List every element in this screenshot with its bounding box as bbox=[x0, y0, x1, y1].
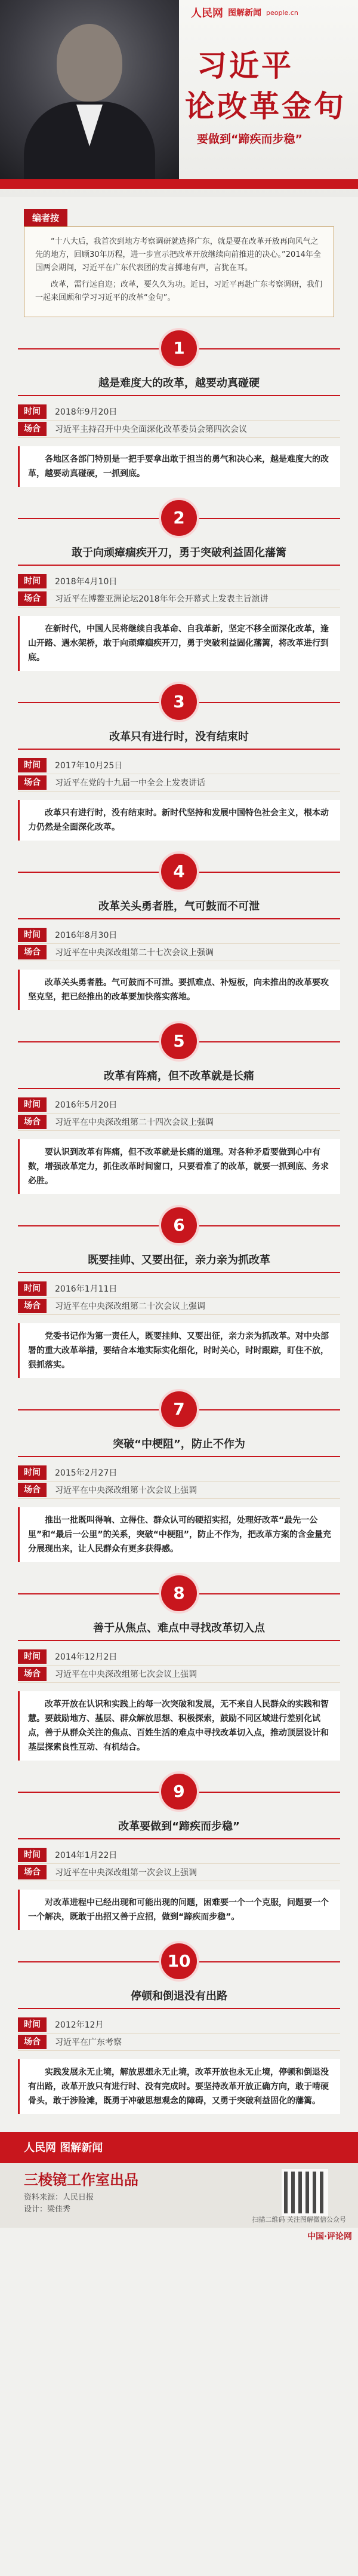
section-info bbox=[18, 573, 340, 608]
quote-text: 各地区各部门特别是一把手要拿出敢于担当的勇气和决心来，越是难度大的改革，越要动真碰硬，一抓到底。 bbox=[18, 446, 340, 487]
time-value: 2018年4月10日 bbox=[55, 577, 118, 587]
quote-section bbox=[18, 1021, 340, 1194]
place-row bbox=[18, 1114, 340, 1131]
quote-section bbox=[18, 851, 340, 1010]
place-label: 场合 bbox=[18, 591, 47, 606]
corner-watermark: 中国·评论网 bbox=[307, 2232, 352, 2241]
time-value: 2016年5月20日 bbox=[55, 1100, 118, 1110]
section-number-badge: 7 bbox=[159, 1389, 199, 1430]
place-row bbox=[18, 1298, 340, 1315]
time-row bbox=[18, 2016, 340, 2034]
page-title: 习近平 bbox=[197, 48, 294, 83]
quote-section bbox=[18, 1941, 340, 2114]
place-value: 习近平在中央深改组第十次会议上强调 bbox=[55, 1486, 197, 1495]
section-number-badge: 1 bbox=[159, 328, 199, 369]
section-title: 改革要做到“蹄疾而步稳” bbox=[18, 1818, 340, 1839]
place-value: 习近平在中央深改组第七次会议上强调 bbox=[55, 1670, 197, 1679]
quote-text: 要认识到改革有阵痛，但不改革就是长痛的道理。对各种矛盾要做到心中有数，增强改革定力，抓住改革时间窗口，只要看准了的改革，就要一抓到底、务求必胜。 bbox=[18, 1139, 340, 1194]
footer-logos: 人民网 图解新闻 bbox=[24, 2142, 103, 2154]
section-info bbox=[18, 1096, 340, 1131]
portrait-photo bbox=[0, 0, 179, 179]
section-number-badge: 6 bbox=[159, 1205, 199, 1246]
section-title: 改革只有进行时，没有结束时 bbox=[18, 728, 340, 750]
time-row bbox=[18, 1096, 340, 1114]
tagline: 要做到“蹄疾而步稳” bbox=[197, 133, 303, 146]
place-value: 习近平主持召开中央全面深化改革委员会第四次会议 bbox=[55, 425, 247, 434]
time-value: 2012年12月 bbox=[55, 2020, 104, 2030]
brand-sub: 图解新闻 bbox=[228, 8, 261, 18]
section-info bbox=[18, 1464, 340, 1499]
place-label: 场合 bbox=[18, 945, 47, 959]
place-row bbox=[18, 590, 340, 608]
time-value: 2014年12月2日 bbox=[55, 1652, 118, 1662]
quote-text: 对改革进程中已经出现和可能出现的问题，困难要一个一个克服，问题要一个一个解决，既敢于出招又善于应招，做到“蹄疾而步稳”。 bbox=[18, 1890, 340, 1930]
section-title: 善于从焦点、难点中寻找改革切入点 bbox=[18, 1620, 340, 1641]
place-label: 场合 bbox=[18, 1115, 47, 1129]
time-label: 时间 bbox=[18, 1281, 47, 1296]
place-label: 场合 bbox=[18, 2035, 47, 2049]
footer bbox=[0, 2132, 358, 2241]
quote-text: 改革关头勇者胜。气可鼓而不可泄。要抓难点、补短板，向未推出的改革要攻坚克坚，把已经推出的改革要加快落实落地。 bbox=[18, 970, 340, 1010]
quote-section bbox=[18, 498, 340, 671]
time-label: 时间 bbox=[18, 404, 47, 419]
page-subtitle: 论改革金句 bbox=[185, 88, 346, 124]
place-label: 场合 bbox=[18, 1483, 47, 1497]
section-number-badge: 5 bbox=[159, 1021, 199, 1062]
workshop-credit: 三棱镜工作室出品 bbox=[24, 2172, 138, 2188]
place-value: 习近平在广东考察 bbox=[55, 2038, 122, 2047]
section-number-badge: 2 bbox=[159, 498, 199, 538]
quote-text: 推出一批既叫得响、立得住、群众认可的硬招实招，处理好改革“最先一公里”和“最后一公里”的关系，突破“中梗阻”，防止不作为，把改革方案的含金量充分展现出来，让人民群众有更多获得感。 bbox=[18, 1507, 340, 1562]
place-value: 习近平在中央深改组第二十七次会议上强调 bbox=[55, 948, 214, 958]
place-label: 场合 bbox=[18, 1299, 47, 1313]
quote-section bbox=[18, 328, 340, 487]
time-value: 2016年8月30日 bbox=[55, 931, 118, 940]
time-label: 时间 bbox=[18, 758, 47, 772]
section-info bbox=[18, 1648, 340, 1683]
place-value: 习近平在中央深改组第一次会议上强调 bbox=[55, 1868, 197, 1878]
place-row bbox=[18, 944, 340, 961]
time-value: 2015年2月27日 bbox=[55, 1468, 118, 1478]
time-row bbox=[18, 1847, 340, 1864]
section-title: 突破“中梗阻”，防止不作为 bbox=[18, 1436, 340, 1457]
time-row bbox=[18, 1648, 340, 1666]
time-row bbox=[18, 573, 340, 590]
time-label: 时间 bbox=[18, 574, 47, 588]
editor-note-box bbox=[24, 226, 334, 317]
time-row bbox=[18, 1280, 340, 1298]
quote-section bbox=[18, 1205, 340, 1378]
section-info bbox=[18, 2016, 340, 2051]
section-info bbox=[18, 403, 340, 438]
section-info bbox=[18, 1847, 340, 1881]
section-number-badge: 10 bbox=[159, 1941, 199, 1982]
people-logo: 人民网 bbox=[191, 7, 223, 20]
section-title: 改革关头勇者胜，气可鼓而不可泄 bbox=[18, 898, 340, 919]
place-row bbox=[18, 1666, 340, 1683]
section-title: 越是难度大的改革，越要动真碰硬 bbox=[18, 375, 340, 396]
time-value: 2018年9月20日 bbox=[55, 407, 118, 417]
quote-section bbox=[18, 1771, 340, 1930]
place-row bbox=[18, 421, 340, 438]
time-row bbox=[18, 757, 340, 774]
place-value: 习近平在博鳌亚洲论坛2018年年会开幕式上发表主旨演讲 bbox=[55, 594, 268, 604]
place-row bbox=[18, 1482, 340, 1499]
editor-paragraph: “十八大后，我首次到地方考察调研就选择广东，就是要在改革开放再向风气之先的地方，回顾30年历程，进一步宣示把改革开放继续向前推进的决心。”2014年全国两会期间，习近平在广东代表团的发言掷地有声，言犹在耳。 bbox=[35, 237, 321, 272]
section-number-badge: 9 bbox=[159, 1771, 199, 1812]
quote-section bbox=[18, 682, 340, 841]
place-label: 场合 bbox=[18, 1667, 47, 1681]
place-row bbox=[18, 774, 340, 792]
place-label: 场合 bbox=[18, 1865, 47, 1879]
time-row bbox=[18, 927, 340, 944]
brand-url: people.cn bbox=[266, 8, 298, 17]
quote-text: 在新时代，中国人民将继续自我革命、自我革新，坚定不移全面深化改革，逢山开路、遇水架桥，敢于向顽瘴痼疾开刀，勇于突破利益固化藩篱，将改革进行到底。 bbox=[18, 616, 340, 671]
time-label: 时间 bbox=[18, 1848, 47, 1862]
section-info bbox=[18, 927, 340, 961]
section-title: 既要挂帅、又要出征，亲力亲为抓改革 bbox=[18, 1252, 340, 1273]
qr-code-icon[interactable] bbox=[282, 2169, 328, 2216]
time-value: 2016年1月11日 bbox=[55, 1284, 118, 1294]
quote-sections bbox=[0, 328, 358, 2114]
brand-bar bbox=[191, 5, 298, 20]
quote-section bbox=[18, 1573, 340, 1761]
editor-note-tag: 编者按 bbox=[24, 209, 67, 226]
section-number-badge: 3 bbox=[159, 682, 199, 722]
time-label: 时间 bbox=[18, 1465, 47, 1480]
qr-caption: 扫描二维码 关注图解微信公众号 bbox=[252, 2216, 346, 2224]
place-value: 习近平在中央深改组第二十四次会议上强调 bbox=[55, 1118, 214, 1127]
time-label: 时间 bbox=[18, 928, 47, 942]
place-value: 习近平在党的十九届一中全会上发表讲话 bbox=[55, 778, 205, 788]
section-title: 改革有阵痛，但不改革就是长痛 bbox=[18, 1068, 340, 1089]
quote-text: 实践发展永无止境，解放思想永无止境，改革开放也永无止境，停顿和倒退没有出路，改革开放只有进行时、没有完成时。要坚持改革开放正确方向，敢于啃硬骨头，敢于涉险滩，既勇于冲破思想观念的障碍，又勇于突破利益固化的藩篱。 bbox=[18, 2059, 340, 2114]
section-title: 敢于向顽瘴痼疾开刀，勇于突破利益固化藩篱 bbox=[18, 544, 340, 566]
time-label: 时间 bbox=[18, 1097, 47, 1112]
time-value: 2017年10月25日 bbox=[55, 761, 123, 771]
time-row bbox=[18, 1464, 340, 1482]
header-banner bbox=[0, 0, 358, 197]
source-credit: 资料来源：人民日报 bbox=[24, 2193, 94, 2202]
section-number-badge: 8 bbox=[159, 1573, 199, 1614]
section-title: 停顿和倒退没有出路 bbox=[18, 1988, 340, 2009]
divider-strip bbox=[0, 179, 358, 189]
place-value: 习近平在中央深改组第二十次会议上强调 bbox=[55, 1302, 205, 1311]
quote-text: 改革只有进行时，没有结束时。新时代坚持和发展中国特色社会主义，根本动力仍然是全面深化改革。 bbox=[18, 800, 340, 841]
place-row bbox=[18, 2034, 340, 2051]
time-value: 2014年1月22日 bbox=[55, 1851, 118, 1860]
place-label: 场合 bbox=[18, 422, 47, 436]
section-info bbox=[18, 1280, 340, 1315]
design-credit: 设计：梁佳秀 bbox=[24, 2205, 71, 2214]
place-row bbox=[18, 1864, 340, 1881]
place-label: 场合 bbox=[18, 775, 47, 790]
time-label: 时间 bbox=[18, 2017, 47, 2032]
quote-section bbox=[18, 1389, 340, 1562]
section-info bbox=[18, 757, 340, 792]
editor-note bbox=[24, 209, 334, 317]
quote-text: 党委书记作为第一责任人，既要挂帅、又要出征，亲力亲为抓改革。对中央部署的重大改革举措，要结合本地实际实化细化，时时关心，时时跟踪，盯住不放，狠抓落实。 bbox=[18, 1323, 340, 1378]
editor-paragraph: 改革，需行远自迩；改革，要久久为功。近日，习近平再赴广东考察调研，我们一起来回顾和学习习近平的改革“金句”。 bbox=[35, 280, 323, 302]
section-number-badge: 4 bbox=[159, 851, 199, 892]
quote-text: 改革开放在认识和实践上的每一次突破和发展，无不来自人民群众的实践和智慧。要鼓励地方、基层、群众解放思想、积极探索，鼓励不同区域进行差别化试点，善于从群众关注的焦点、百姓生活的难点中寻找改革切入点，推动顶层设计和基层探索良性互动、有机结合。 bbox=[18, 1691, 340, 1761]
time-label: 时间 bbox=[18, 1649, 47, 1664]
time-row bbox=[18, 403, 340, 421]
